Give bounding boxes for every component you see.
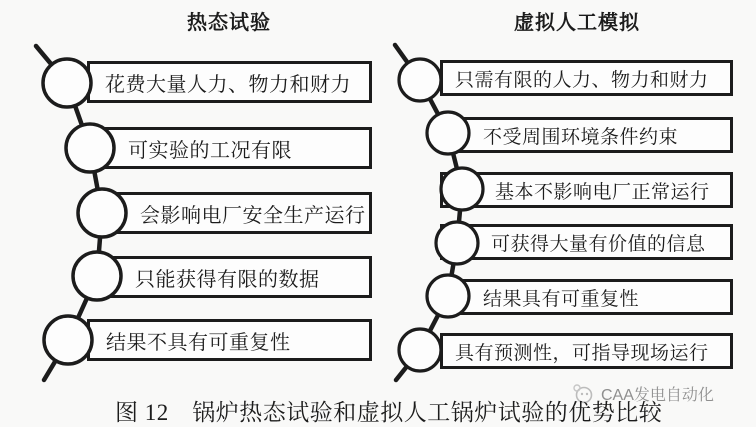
right-item-box [440,117,733,153]
right-item-box [440,224,733,260]
left-column-title: 热态试验 [187,12,271,34]
chain-bead-icon [43,59,91,107]
figure-caption: 图 12 锅炉热态试验和虚拟人工锅炉试验的优势比较 [115,400,663,425]
left-item-box [87,127,372,169]
right-item-label: 只需有限的人力、物力和财力 [455,69,709,91]
left-item-box [87,256,372,298]
right-item-label: 可获得大量有价值的信息 [491,233,706,255]
right-item-label: 具有预测性，可指导现场运行 [455,342,709,364]
right-item-box [440,172,733,208]
chain-bead-icon [44,316,92,364]
chain-bead-icon [399,59,441,101]
right-item-label: 基本不影响电厂正常运行 [495,181,710,203]
right-item-label: 结果具有可重复性 [483,288,640,310]
chain-bead-icon [399,329,441,371]
left-item-label: 花费大量人力、物力和财力 [105,73,351,96]
right-column-title: 虚拟人工模拟 [514,12,640,34]
right-item-label: 不受周围环境条件约束 [483,126,679,148]
left-item-box [87,319,372,361]
left-item-box [87,61,372,103]
watermark-text: CAA发电自动化 [601,387,714,404]
left-item-label: 结果不具有可重复性 [106,331,291,354]
left-item-box [87,192,372,234]
right-item-box [440,333,733,369]
left-item-label: 会影响电厂安全生产运行 [140,204,366,227]
right-item-box [440,60,733,96]
left-item-label: 只能获得有限的数据 [135,268,320,291]
left-item-label: 可实验的工况有限 [128,139,292,162]
right-item-box [440,279,733,315]
